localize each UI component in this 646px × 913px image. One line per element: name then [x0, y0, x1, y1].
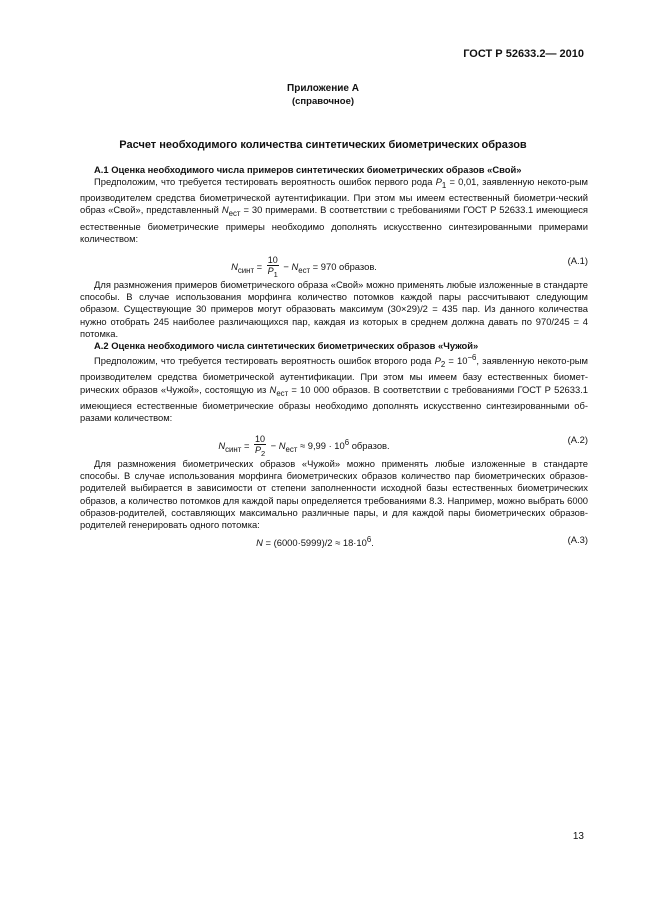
equation-a3: $N = (6000\cdot 5999)/2 \approx 18\cdot 10^6$. (А.3): [256, 534, 588, 549]
section-a2-paragraph-1: Предположим, что требуется тестировать вероятность ошибок второго рода $P_2 = 10^{-6}$, заявленную некото-рым производителем средства биометрической аутентификации. При этом мы имеем базу естественных биомет-рических образов «Чужой», состоящую из $N_{ест} = 10$ 000 образов. В соответствии с требованиями ГОСТ Р 52633.1 имеющиеся естественные биометрические образы необходимо дополнять искусственно синтезированными об-разами количеством:: [80, 353, 588, 423]
section-a2-heading: А.2 Оценка необходимого числа синтетических биометрических образов «Чужой»: [94, 339, 479, 351]
section-a2-paragraph-2: Для размножения биометрических образов «Чужой» можно применять любые изложенные в стандарте способы. В случае использования морфинга биометрических образов количество пар биометрических образов-родителей выбирается в зависимости от степени заполненности исходной базы естественных биометрических образов, а количество потомков для каждой пары определяется требованиями 8.3. Например, можно выбрать 6000 образов-родителей, составляющих максимально различные пары, и для каждой пары биометрических образов-родителей генерировать одного потомка:: [80, 458, 588, 531]
equation-a2: $N_{синт}$ = $\frac{10}{P_2}$ − $N_{ест} \approx 9,99 \cdot 10^6$ образов. (А.2): [218, 434, 588, 458]
appendix-title: Приложение А: [287, 83, 359, 94]
appendix-subtitle: (справочное): [291, 96, 355, 107]
equation-number-a1: (А.1): [567, 254, 588, 266]
section-a1-heading: А.1 Оценка необходимого числа примеров синтетических биометрических образов «Свой»: [94, 164, 522, 175]
equation-a1: $N_{синт}$ = $\frac{10}{P_1}$ − $N_{ест} = 970$ образов. (А.1): [231, 254, 588, 279]
equation-number-a2: (А.2): [567, 434, 588, 446]
document-body: [80, 164, 588, 549]
document-header: ГОСТ Р 52633.2— 2010: [463, 48, 584, 60]
section-a1-paragraph-1: Предположим, что требуется тестировать вероятность ошибок первого рода $P_1 = 0,01$, заявленную некото-рым производителем средства биометрической аутентификации. При этом мы имеем естественный биометри-ческий образ «Свой», представленный $N_{ест} = 30$ примерами. В соответствии с требованиями ГОСТ Р 52633.1 имеющиеся естественные биометрические примеры необходимо дополнять искусственно синтезированными примерами количеством:: [80, 176, 588, 244]
equation-number-a3: (А.3): [567, 534, 588, 546]
document-title: Расчет необходимого количества синтетических биометрических образов: [119, 139, 527, 151]
page-number: 13: [572, 831, 584, 842]
section-a1-paragraph-2: Для размножения примеров биометрического образа «Свой» можно применять любые изложенные в стандарте способы. В случае использования морфинга количество потомков каждой пары рассчитывают следующим образом. Существующие 30 примеров могут образовать максимум (30×29)/2 = 435 пар. Из данного количества нужно отобрать 245 наиболее различающихся пар, каждая из которых в среднем должна давать по 970/245 = 4 потомка.: [80, 278, 588, 339]
